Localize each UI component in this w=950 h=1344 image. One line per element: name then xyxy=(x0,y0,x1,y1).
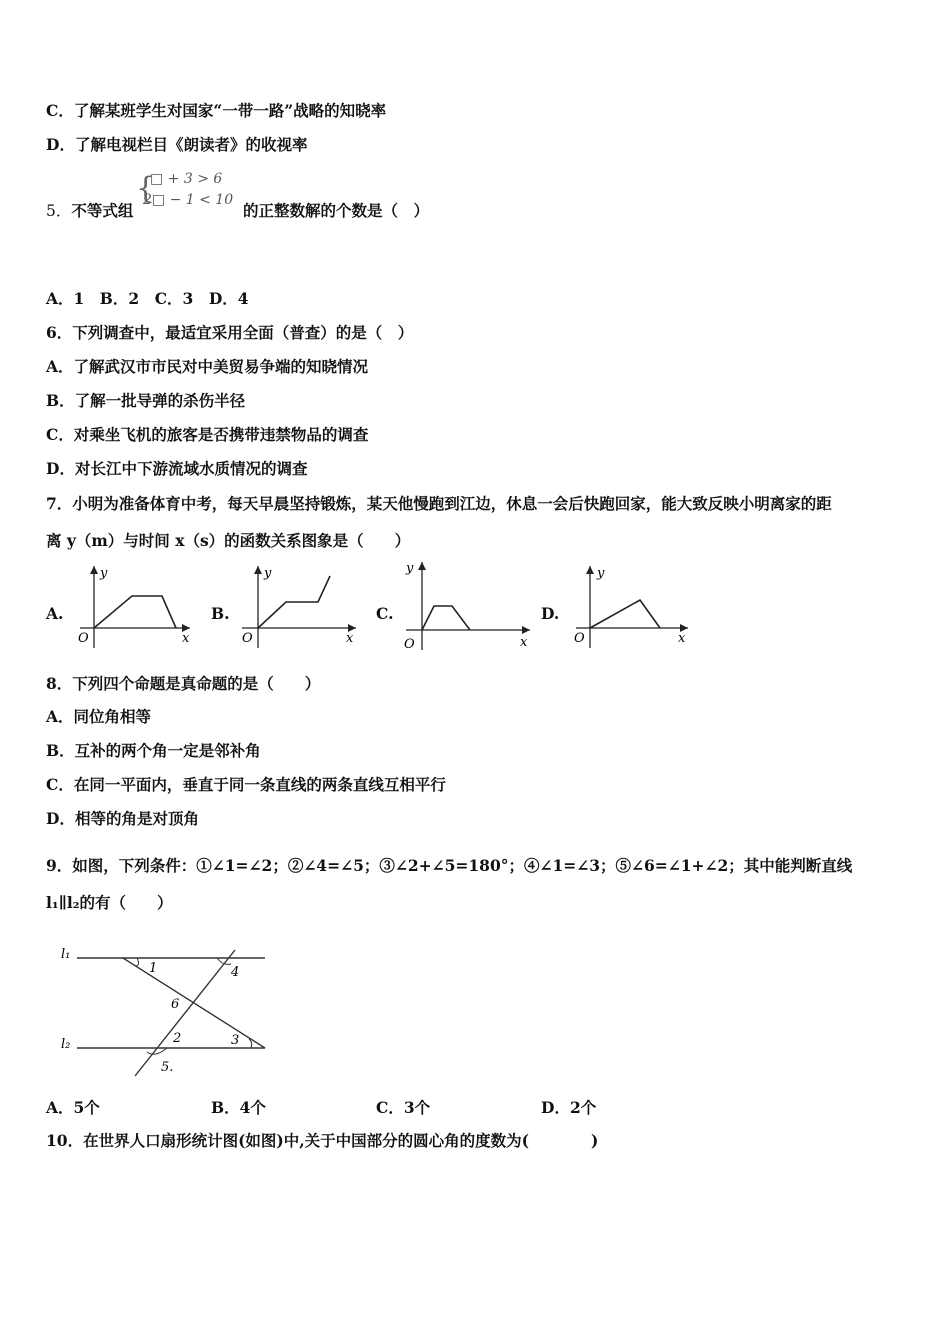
q9-stem-line-1: 9．如图，下列条件：①∠1=∠2；②∠4=∠5；③∠2+∠5=180°；④∠1=∠3；⑤∠6=∠1+∠2；其中能判断直线 xyxy=(46,856,853,875)
q7-graph-c xyxy=(400,558,535,656)
angle-6-label: 6 xyxy=(171,997,180,1012)
q5-stem-a xyxy=(46,200,133,222)
q7-graph-b-y-label: y xyxy=(264,566,272,581)
q7-graph-d-x-label: x xyxy=(678,631,686,646)
q7-graph-d xyxy=(570,562,692,652)
angle-3-label: 3 xyxy=(231,1033,240,1048)
q7-graph-a xyxy=(74,562,194,652)
q7-graph-c-x-label: x xyxy=(520,635,528,650)
q5-number: 5． xyxy=(46,202,72,220)
q7-label-b: B. xyxy=(211,604,230,623)
q8-option-c: C．在同一平面内，垂直于同一条直线的两条直线互相平行 xyxy=(46,775,446,794)
q5-stem-text: 不等式组 xyxy=(71,201,134,220)
q8-option-b: B．互补的两个角一定是邻补角 xyxy=(46,741,261,760)
angle-5-label: 5. xyxy=(161,1060,174,1075)
q9-option-b: B．4个 xyxy=(211,1098,266,1117)
q5-stem-b: 的正整数解的个数是（ ） xyxy=(243,201,430,220)
q7-graph-b-origin: O xyxy=(242,631,253,646)
q7-stem-line-1: 7．小明为准备体育中考，每天早晨坚持锻炼，某天他慢跑到江边，休息一会后快跑回家，能大致反映小明离家的距 xyxy=(46,494,832,513)
q4-option-c: C．了解某班学生对国家“一带一路”战略的知晓率 xyxy=(46,101,387,120)
q8-option-d: D．相等的角是对顶角 xyxy=(46,809,199,828)
q5-inequality-system xyxy=(136,170,241,216)
q7-graph-a-origin: O xyxy=(78,631,89,646)
q7-graph-c-y-label: y xyxy=(406,561,414,576)
q7-graph-d-y-label: y xyxy=(597,566,605,581)
q7-graph-d-origin: O xyxy=(574,631,585,646)
q6-option-b: B．了解一批导弹的杀伤半径 xyxy=(46,391,246,410)
q6-option-a: A．了解武汉市市民对中美贸易争端的知晓情况 xyxy=(46,357,369,376)
q5-inequality-row-1: □ + 3 > 6 xyxy=(150,171,223,187)
q6-option-c: C．对乘坐飞机的旅客是否携带违禁物品的调查 xyxy=(46,425,369,444)
q6-option-d: D．对长江中下游流域水质情况的调查 xyxy=(46,459,308,478)
q10-stem: 10．在世界人口扇形统计图(如图)中,关于中国部分的圆心角的度数为( ) xyxy=(46,1131,599,1150)
q5-inequality-row-2: 2□ − 1 < 10 xyxy=(143,192,234,208)
q9-option-d: D．2个 xyxy=(541,1098,597,1117)
q7-graph-b-curve xyxy=(258,576,330,628)
q4-option-d: D．了解电视栏目《朗读者》的收视率 xyxy=(46,135,308,154)
q7-graph-a-y-label: y xyxy=(100,566,108,581)
q7-graph-d-curve xyxy=(590,600,660,628)
q8-option-a: A．同位角相等 xyxy=(46,707,152,726)
q7-label-a: A. xyxy=(46,604,64,623)
label-l2: l₂ xyxy=(61,1037,71,1052)
q7-graph-b xyxy=(236,562,361,652)
angle-1-label: 1 xyxy=(149,961,158,976)
q7-graph-a-curve xyxy=(94,596,176,628)
angle-2-label: 2 xyxy=(173,1031,182,1046)
q9-option-c: C．3个 xyxy=(376,1098,431,1117)
q7-graph-a-x-label: x xyxy=(182,631,190,646)
brace-icon: { xyxy=(136,171,156,206)
q7-graph-c-curve xyxy=(422,606,470,630)
angle-4-label: 4 xyxy=(231,965,240,980)
transversal-1 xyxy=(123,958,265,1048)
q7-graph-b-x-label: x xyxy=(346,631,354,646)
q7-label-c: C. xyxy=(376,604,394,623)
q9-option-a: A．5个 xyxy=(46,1098,100,1117)
q7-graph-c-origin: O xyxy=(404,637,415,652)
q6-stem: 6．下列调查中，最适宜采用全面（普查）的是（ ） xyxy=(46,323,414,342)
q7-label-d: D. xyxy=(541,604,560,623)
q8-stem: 8．下列四个命题是真命题的是（ ） xyxy=(46,674,321,693)
q9-stem-line-2: l₁∥l₂的有（ ） xyxy=(46,893,173,912)
q9-figure xyxy=(55,938,275,1083)
q7-stem-line-2: 离 y（m）与时间 x（s）的函数关系图象是（ ） xyxy=(46,531,411,550)
q5-options: A．1 B．2 C．3 D．4 xyxy=(46,289,249,308)
label-l1: l₁ xyxy=(61,947,71,962)
